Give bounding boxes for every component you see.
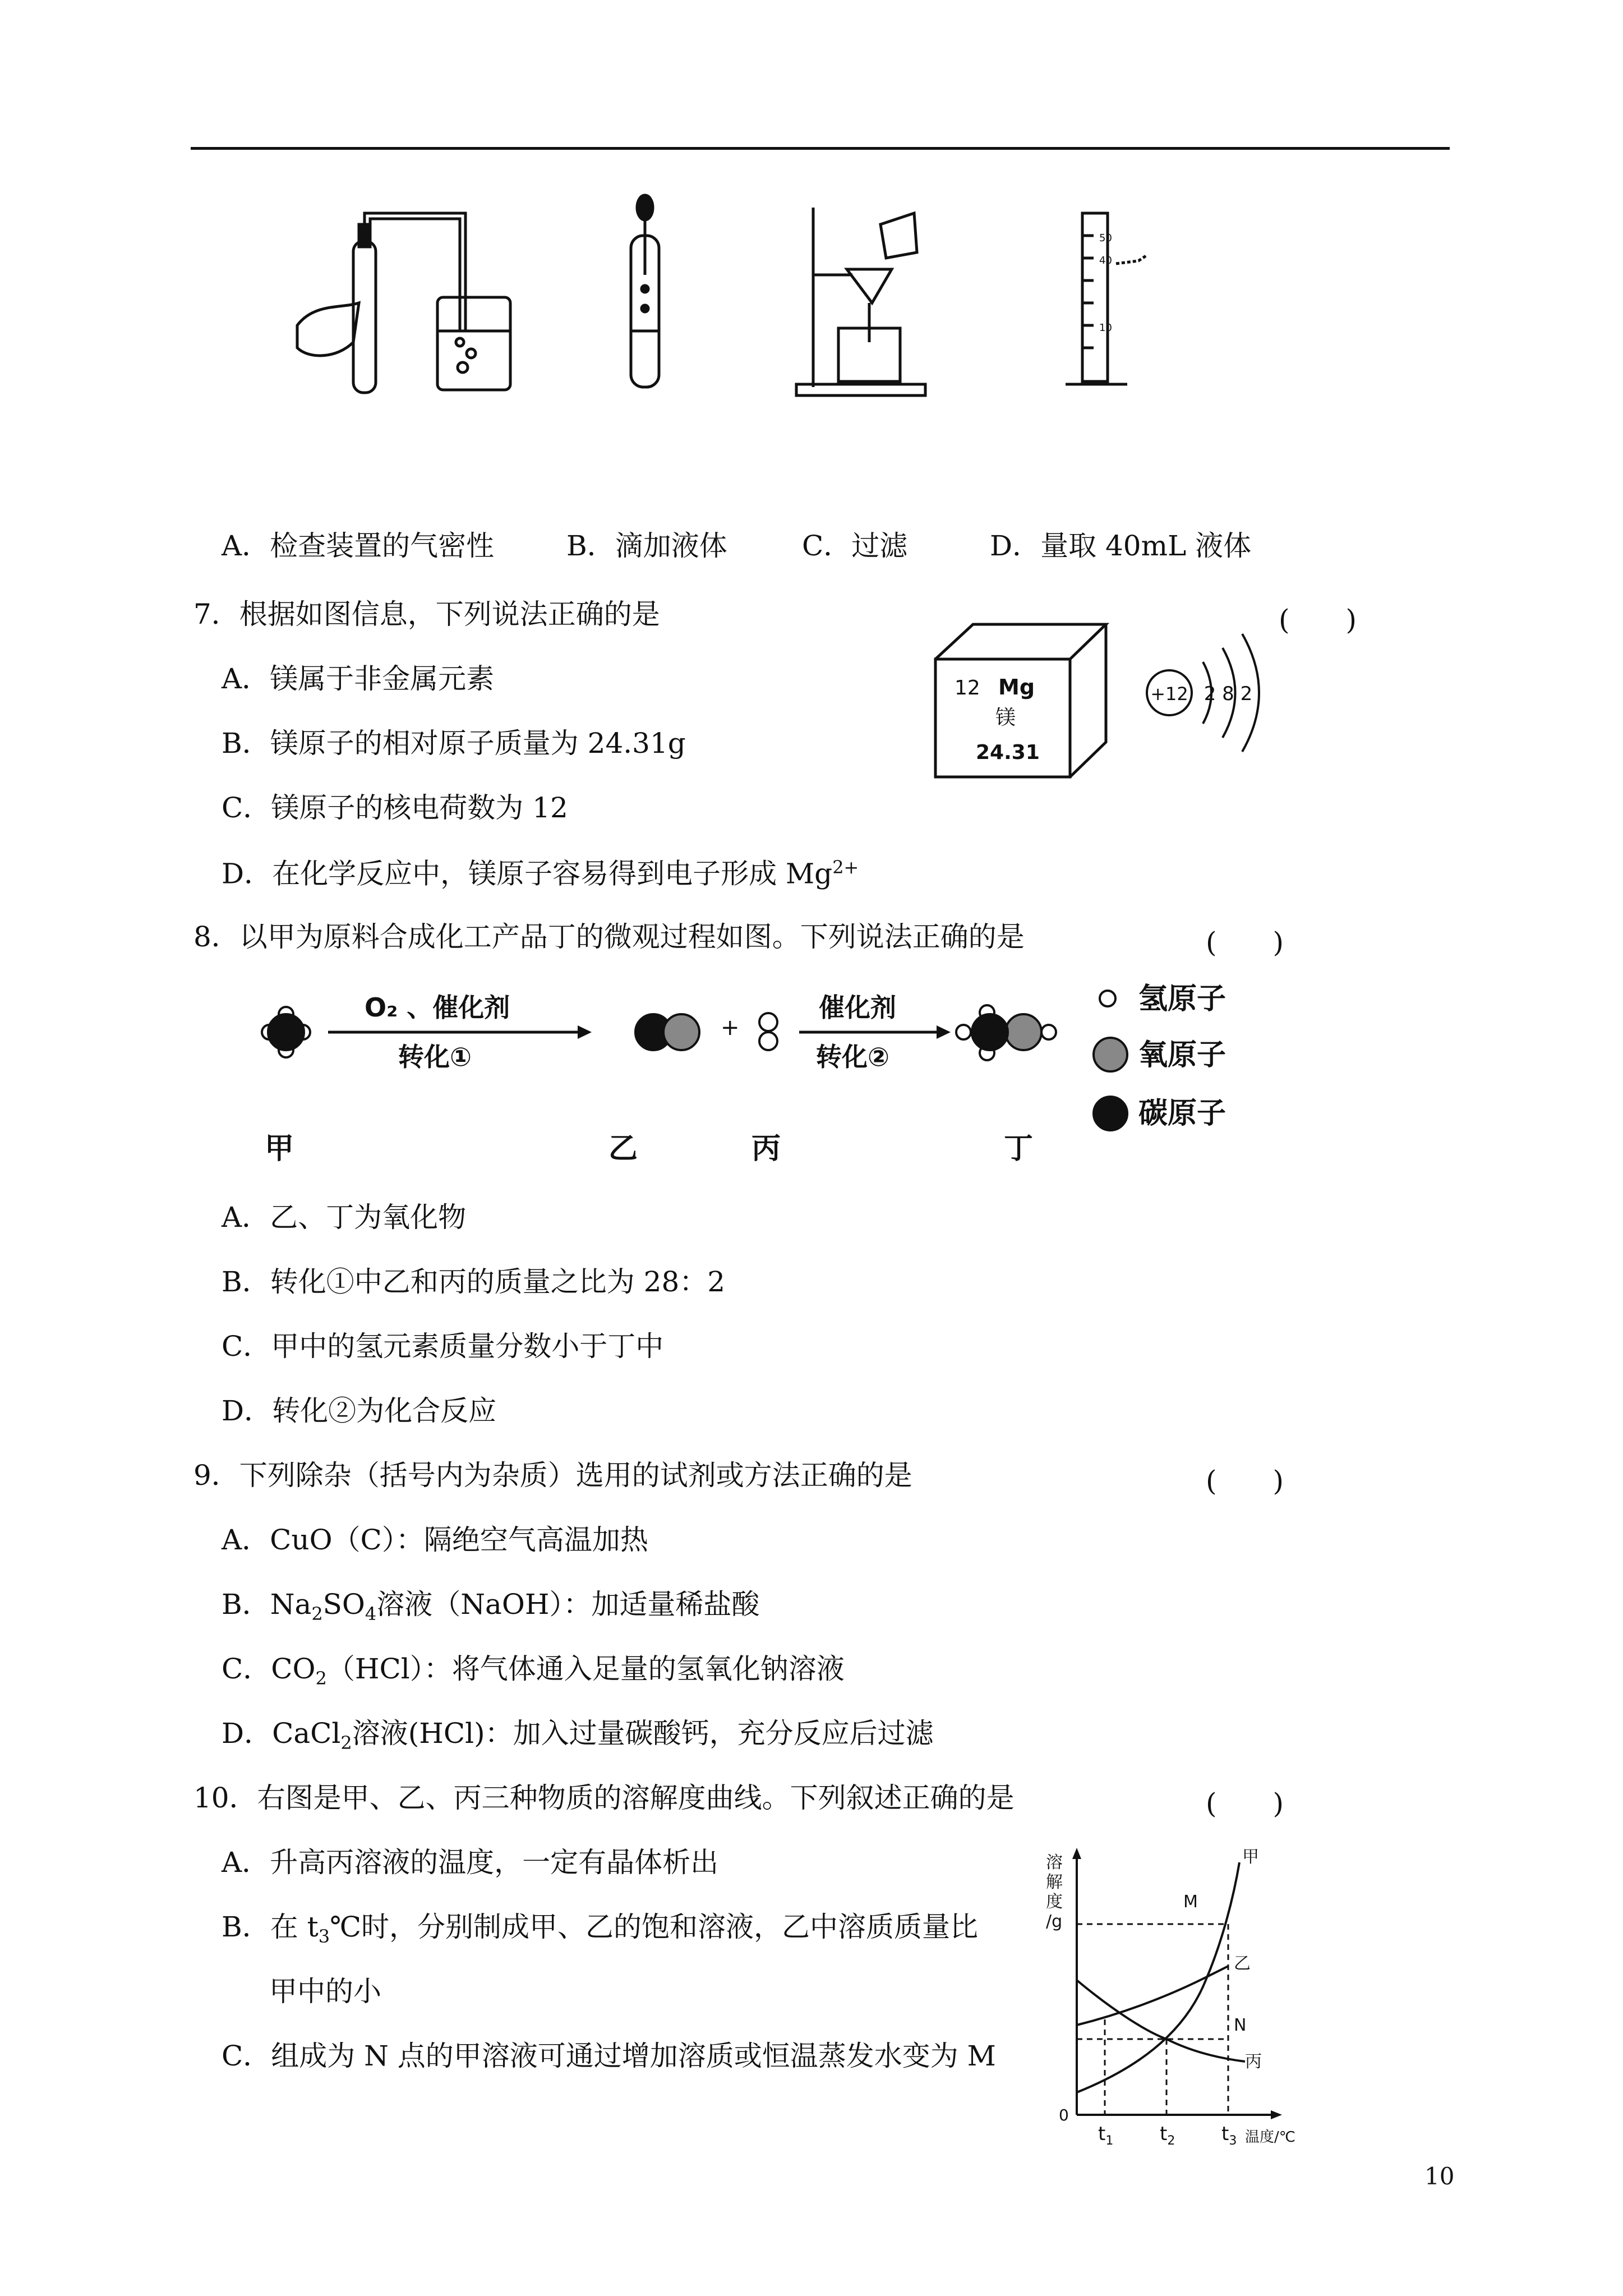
element-name: 镁 [995,706,1016,729]
origin-label: 0 [1059,2106,1069,2124]
step1-condition: O₂ 、催化剂 [365,992,510,1023]
legend-carbon: 碳原子 [1138,1097,1227,1130]
svg-text:度: 度 [1046,1892,1063,1912]
molecule-jia [262,1007,310,1057]
molecule-yi [635,1014,699,1050]
q10-stem: 10．右图是甲、乙、丙三种物质的溶解度曲线。下列叙述正确的是 [193,1782,1015,1814]
q10-answer-bracket: ( ) [1206,1787,1284,1820]
filtration-apparatus [796,208,925,395]
solubility-chart [1021,1840,1312,2154]
page-number: 10 [1424,2162,1455,2190]
q8-stem: 8．以甲为原料合成化工产品丁的微观过程如图。下列说法正确的是 [193,921,1025,953]
series-bing-label: 丙 [1245,2052,1262,2072]
svg-text:50: 50 [1099,232,1112,244]
q10-option-c: C．组成为 N 点的甲溶液可通过增加溶质或恒温蒸发水变为 M [222,2040,996,2072]
series-yi-label: 乙 [1234,1954,1251,1973]
q7-option-d: D．在化学反应中，镁原子容易得到电子形成 $Mg^{2+}$ [222,857,859,890]
q9-option-d: D．CaCl$_2$溶液(HCl)：加入过量碳酸钙，充分反应后过滤 [222,1717,934,1754]
element-symbol: Mg [998,675,1035,700]
molecule-ding [956,1005,1056,1060]
header-rule [191,147,1450,150]
series-jia-curve [1077,1862,1239,2092]
q8-option-b: B．转化①中乙和丙的质量之比为 28：2 [222,1266,726,1298]
q8-option-d: D．转化②为化合反应 [222,1395,497,1427]
q8-option-a: A．乙、丁为氧化物 [222,1201,467,1234]
plus-sign: + [721,1015,740,1041]
legend [1094,991,1127,1130]
svg-text:t2: $t_2$ [1160,2123,1175,2148]
molecule-bing [759,1013,777,1050]
q9-option-a: A．CuO（C）：隔绝空气高温加热 [222,1524,648,1556]
label-ding: 丁 [1004,1132,1034,1166]
q8-answer-bracket: ( ) [1206,926,1284,959]
q7-option-a: A．镁属于非金属元素 [222,662,495,695]
svg-text:溶: 溶 [1046,1853,1063,1872]
q6-option-a: A．检查装置的气密性 [222,530,495,562]
magnesium-atom-structure [1133,617,1279,763]
svg-text:10: 10 [1099,322,1112,334]
q7-option-b: B．镁原子的相对原子质量为 24.31g [222,727,686,760]
q9-answer-bracket: ( ) [1206,1465,1284,1497]
point-m-label: M [1183,1892,1198,1912]
point-n-label: N [1234,2016,1247,2035]
y-axis-label [1046,1853,1063,1931]
q7-option-c: C．镁原子的核电荷数为 12 [222,792,568,824]
element-mass: 24.31 [976,741,1040,764]
x-axis-label: 温度/℃ [1245,2129,1295,2146]
q10-option-a: A．升高丙溶液的温度，一定有晶体析出 [222,1846,719,1879]
series-yi-curve [1077,1966,1228,2025]
q6-option-d: D．量取 40mL 液体 [990,530,1252,562]
series-bing-curve [1077,1980,1245,2062]
apparatus-illustrations [292,191,1189,404]
airtightness-apparatus [297,213,510,393]
x-tick-labels [1098,2123,1237,2148]
legend-hydrogen: 氢原子 [1138,982,1227,1016]
step2-label: 转化② [816,1042,889,1072]
magnesium-element-card [931,620,1110,783]
dropper-apparatus [631,195,659,387]
q7-stem: 7．根据如图信息，下列说法正确的是 [193,598,660,631]
svg-text:40: 40 [1099,255,1112,266]
q6-option-c: C．过滤 [802,530,908,562]
svg-text:解: 解 [1046,1872,1063,1892]
svg-text:t3: $t_3$ [1221,2123,1237,2148]
electron-shells: 2 8 2 [1204,683,1253,705]
q8-option-c: C．甲中的氢元素质量分数小于丁中 [222,1330,664,1363]
label-jia: 甲 [265,1132,294,1166]
series-jia-label: 甲 [1242,1847,1259,1867]
label-yi: 乙 [608,1132,638,1166]
svg-text:t1: $t_1$ [1098,2123,1114,2148]
step2-condition: 催化剂 [819,992,896,1023]
q10-option-b: B．在 $t_3℃$时，分别制成甲、乙的饱和溶液，乙中溶质质量比 [222,1911,979,1947]
element-number: 12 [955,677,980,700]
q9-option-c: C．$CO_2(HCl)$：将气体通入足量的氢氧化钠溶液 [222,1653,845,1689]
legend-oxygen: 氧原子 [1138,1038,1227,1072]
q9-stem: 9．下列除杂（括号内为杂质）选用的试剂或方法正确的是 [193,1459,912,1492]
q7-answer-bracket: ( ) [1279,604,1357,636]
label-bing: 丙 [751,1132,781,1166]
reaction-diagram [224,976,1262,1178]
q9-option-b: B．$Na_2SO_4$溶液（NaOH）：加适量稀盐酸 [222,1588,760,1625]
q6-option-b: B．滴加液体 [566,530,727,562]
nucleus-charge: +12 [1150,683,1188,705]
svg-text:/g: /g [1046,1912,1063,1931]
q10-option-b-line2: 甲中的小 [269,1975,381,2008]
step1-label: 转化① [398,1042,472,1072]
